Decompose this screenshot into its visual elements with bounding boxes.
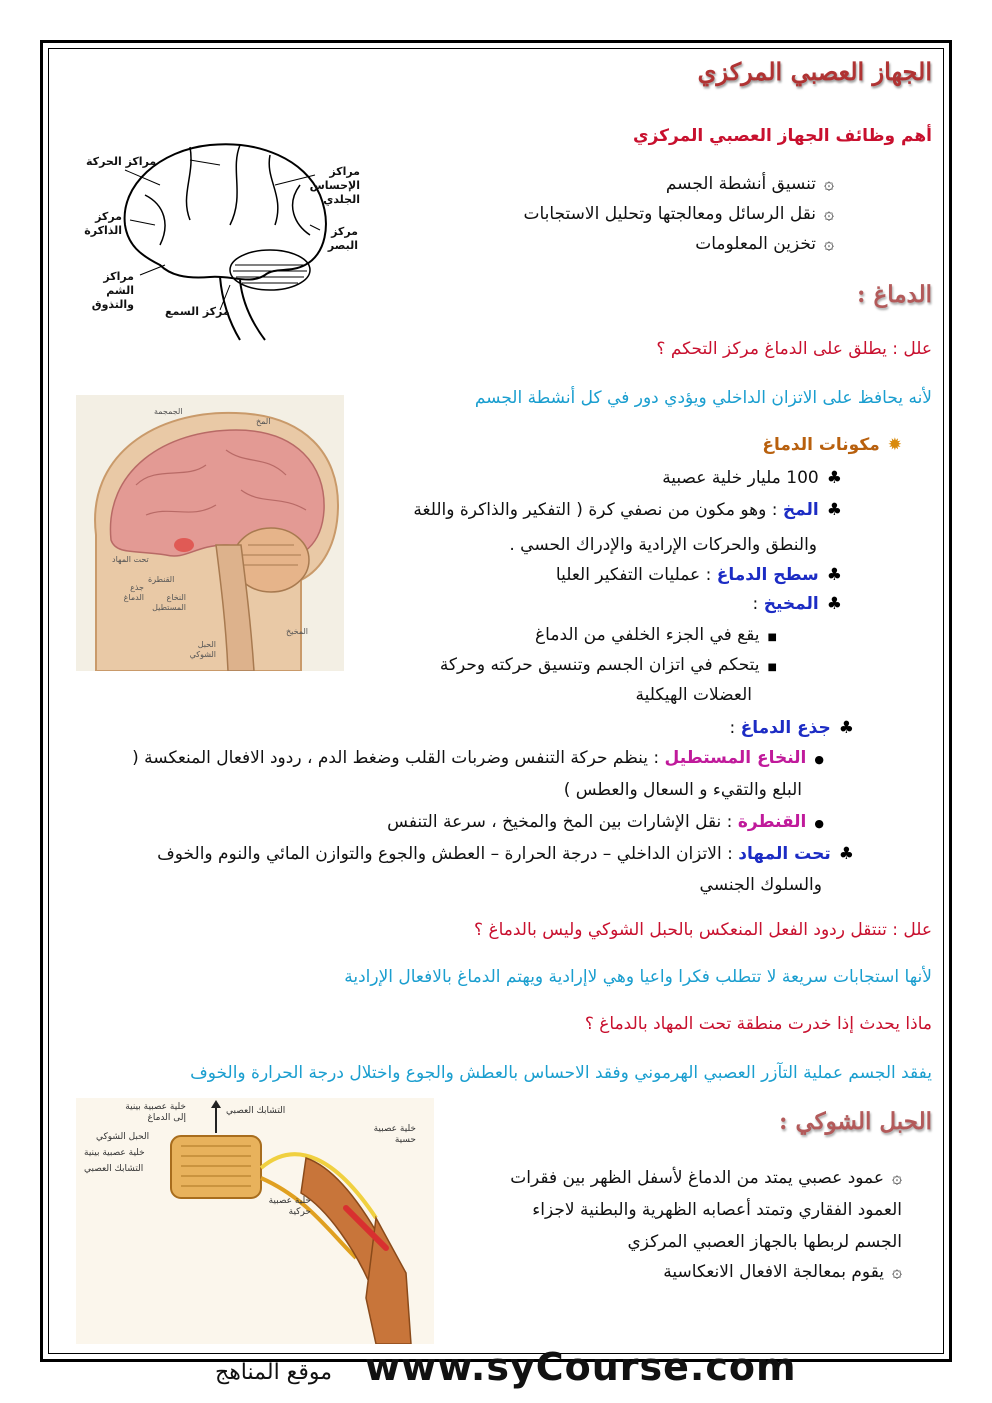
component-4: ♣المخيخ : bbox=[752, 594, 842, 614]
gear-bullet-icon: ۞ bbox=[824, 234, 834, 254]
square-bullet-icon: ■ bbox=[767, 632, 777, 643]
reflex-label-3: الحبل الشوكي bbox=[96, 1132, 150, 1142]
cerebellum-bullet-2-cont: العضلات الهيكلية bbox=[635, 685, 752, 705]
dot-bullet-icon: ● bbox=[814, 817, 824, 830]
label-vision: مركز البصر bbox=[327, 225, 358, 252]
brainstem-bullet-1: ●النخاع المستطيل : ينظم حركة التنفس وضربات القلب وضغط الدم ، ردود الافعال المنعكسة ( bbox=[132, 746, 824, 772]
brain-section-image bbox=[76, 395, 344, 671]
component-3: ♣سطح الدماغ : عمليات التفكير العليا bbox=[555, 565, 842, 585]
footer-url: www.syCourse.com bbox=[365, 1345, 797, 1389]
label-medulla: النخاع المستطيل bbox=[152, 593, 186, 612]
page-title: الجهاز العصبي المركزي bbox=[697, 57, 932, 86]
club-bullet-icon: ♣ bbox=[826, 594, 842, 614]
brainstem-bullet-2: ●القنطرة : نقل الإشارات بين المخ والمخيخ ، سرعة التنفس bbox=[387, 810, 824, 836]
spinal-paragraph-1: ۞عمود عصبي يمتد من الدماغ لأسفل الظهر بين فقرات bbox=[510, 1168, 902, 1188]
brain-diagram bbox=[70, 125, 360, 345]
component-1: ♣100 مليار خلية عصبية bbox=[662, 468, 842, 488]
brain-heading: الدماغ : bbox=[856, 281, 932, 308]
label-cerebrum: المخ bbox=[256, 417, 271, 426]
sun-bullet-icon: ✹ bbox=[887, 435, 902, 455]
label-hearing: مركز السمع bbox=[165, 305, 230, 318]
square-bullet-icon: ■ bbox=[767, 662, 777, 673]
dot-bullet-icon: ● bbox=[814, 753, 824, 766]
reflex-arc-image bbox=[76, 1098, 434, 1344]
label-memory: مركز الذاكرة bbox=[84, 210, 122, 237]
spinal-heading: الحبل الشوكي : bbox=[778, 1108, 932, 1135]
gear-bullet-icon: ۞ bbox=[824, 204, 834, 224]
gear-bullet-icon: ۞ bbox=[892, 1262, 902, 1282]
function-item: ۞نقل الرسائل ومعالجتها وتحليل الاستجابات bbox=[523, 204, 834, 224]
cerebellum-bullet-1: ■يقع في الجزء الخلفي من الدماغ bbox=[535, 623, 777, 650]
club-bullet-icon: ♣ bbox=[826, 565, 842, 585]
club-bullet-icon: ♣ bbox=[826, 468, 842, 488]
question-2: علل : تنتقل ردود الفعل المنعكس بالحبل الشوكي وليس بالدماغ ؟ bbox=[474, 920, 932, 940]
club-bullet-icon: ♣ bbox=[838, 844, 854, 864]
label-sensation: مراكز الإحساس الجلدي bbox=[309, 165, 360, 206]
gear-bullet-icon: ۞ bbox=[892, 1168, 902, 1188]
club-bullet-icon: ♣ bbox=[826, 500, 842, 520]
answer-2: لأنها استجابات سريعة لا تتطلب فكرا واعيا وهي لاإرادية ويهتم الدماغ بالافعال الإرادية bbox=[344, 967, 932, 987]
cerebellum-bullet-2: ■يتحكم في اتزان الجسم وتنسيق حركته وحركة bbox=[440, 653, 777, 680]
reflex-label-5: التشابك العصبي bbox=[84, 1164, 144, 1174]
club-bullet-icon: ♣ bbox=[838, 718, 854, 738]
component-2-cont: والنطق والحركات الإرادية والإدراك الحسي . bbox=[509, 535, 817, 555]
brainstem-bullet-1-cont: البلع والتقيء و السعال والعطس ) bbox=[563, 780, 802, 800]
answer-3: يفقد الجسم عملية التآزر العصبي الهرموني وفقد الاحساس بالعطش والجوع واختلال درجة الحرارة والخوف bbox=[190, 1063, 932, 1083]
spinal-paragraph-1-line-3: الجسم لربطها بالجهاز العصبي المركزي bbox=[627, 1232, 902, 1252]
function-item: ۞تنسيق أنشطة الجسم bbox=[665, 174, 834, 194]
spinal-paragraph-1-line-2: العمود الفقاري وتمتد أعصابه الظهرية والبطنية لاجزاء bbox=[532, 1200, 902, 1220]
function-item: ۞تخزين المعلومات bbox=[695, 234, 834, 254]
reflex-label-1: خلية عصبية بينية إلى الدماغ bbox=[125, 1102, 186, 1123]
label-spinal: الحبل الشوكي bbox=[189, 640, 216, 659]
component-5: ♣جذع الدماغ : bbox=[729, 718, 854, 738]
reflex-label-7: خلية عصبية حركية bbox=[268, 1196, 311, 1217]
label-hypothalamus: تحت المهاد bbox=[112, 555, 149, 564]
footer-site: موقع المناهج bbox=[215, 1360, 333, 1385]
functions-heading: أهم وظائف الجهاز العصبي المركزي bbox=[633, 126, 932, 146]
label-cerebellum: المخيخ bbox=[286, 627, 309, 636]
component-2: ♣المخ : وهو مكون من نصفي كرة ( التفكير والذاكرة واللغة bbox=[413, 500, 842, 520]
components-heading: ✹مكونات الدماغ bbox=[762, 435, 902, 455]
label-brainstem: جذع الدماغ bbox=[123, 583, 144, 602]
answer-1: لأنه يحافظ على الاتزان الداخلي ويؤدي دور في كل أنشطة الجسم bbox=[474, 388, 932, 408]
reflex-label-6: خلية عصبية حسية bbox=[373, 1124, 416, 1145]
label-movement: مراكز الحركة bbox=[86, 155, 157, 168]
label-skull: الجمجمة bbox=[154, 407, 183, 416]
component-6: ♣تحت المهاد : الاتزان الداخلي – درجة الحرارة – العطش والجوع والتوازن المائي والنوم والخوف bbox=[157, 844, 854, 864]
reflex-label-4: خلية عصبية بينية bbox=[84, 1148, 145, 1158]
label-smell: مراكز الشم والتذوق bbox=[91, 270, 134, 311]
gear-bullet-icon: ۞ bbox=[824, 174, 834, 194]
question-3: ماذا يحدث إذا خدرت منطقة تحت المهاد بالدماغ ؟ bbox=[584, 1014, 932, 1034]
component-6-cont: والسلوك الجنسي bbox=[699, 875, 822, 895]
label-pons: القنطرة bbox=[148, 575, 175, 584]
reflex-label-2: التشابك العصبي bbox=[226, 1106, 286, 1116]
spinal-paragraph-2: ۞يقوم بمعالجة الافعال الانعكاسية bbox=[663, 1262, 902, 1282]
footer-watermark bbox=[215, 1345, 797, 1395]
question-1: علل : يطلق على الدماغ مركز التحكم ؟ bbox=[656, 339, 932, 359]
